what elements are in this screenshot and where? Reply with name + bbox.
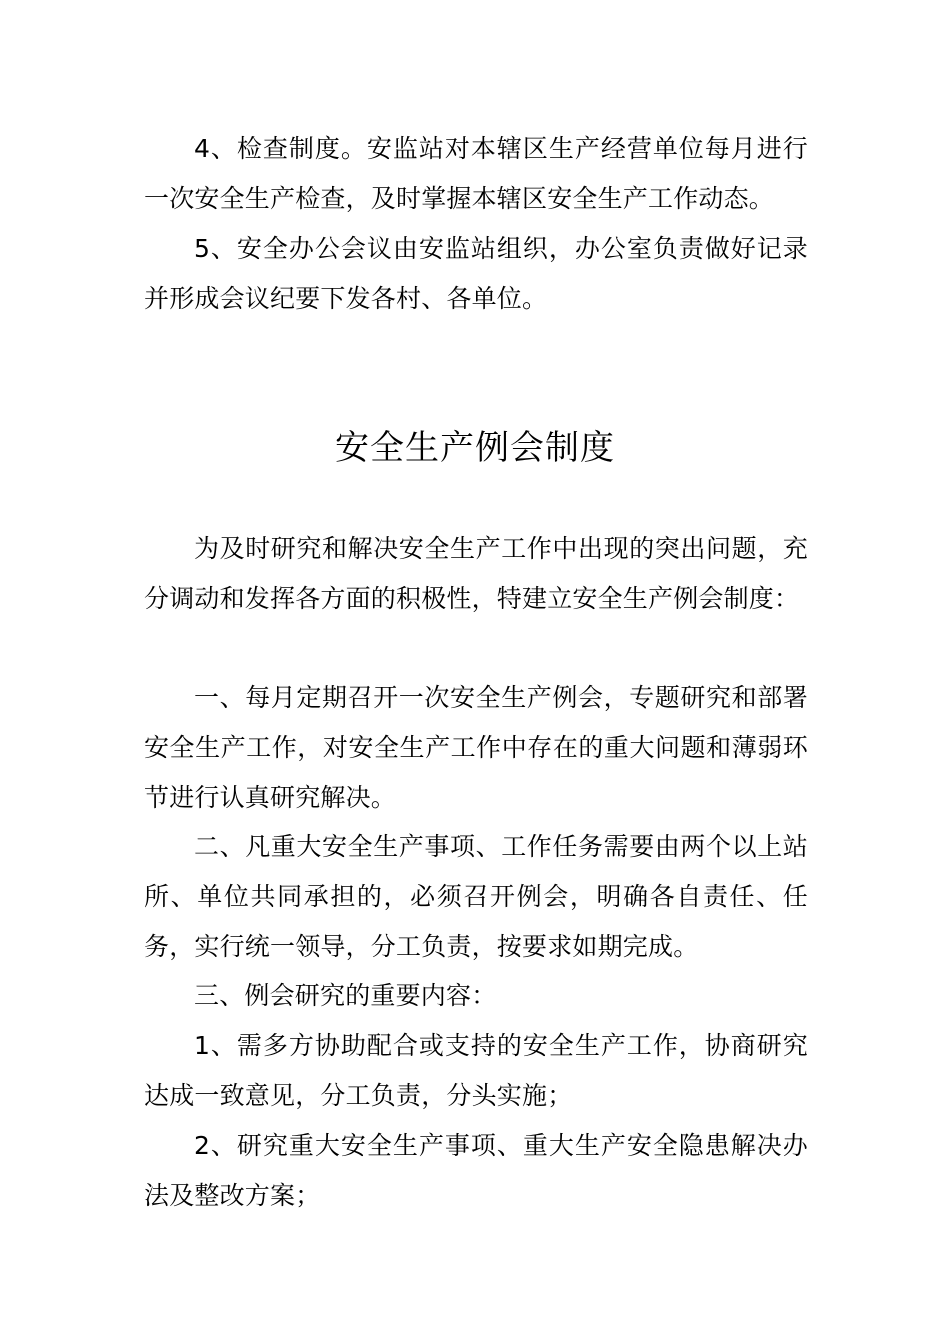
paragraph-clause-3: 三、例会研究的重要内容： [194,981,497,1010]
paragraph-subitem-1: 1、需多方协助配合或支持的安全生产工作，协商研究达成一致意见，分工负责，分头实施； [144,1031,808,1110]
paragraph-clause-1: 一、每月定期召开一次安全生产例会，专题研究和部署安全生产工作，对安全生产工作中存在的重大问题和薄弱环节进行认真研究解决。 [144,683,808,812]
paragraph-intro: 为及时研究和解决安全生产工作中出现的突出问题，充分调动和发挥各方面的积极性，特建立安全生产例会制度： [144,534,808,613]
paragraph-item-4: 4、检查制度。安监站对本辖区生产经营单位每月进行一次安全生产检查，及时掌握本辖区安全生产工作动态。 [144,134,808,213]
paragraph-clause-2: 二、凡重大安全生产事项、工作任务需要由两个以上站所、单位共同承担的，必须召开例会，明确各自责任、任务，实行统一领导，分工负责，按要求如期完成。 [144,832,808,961]
paragraph-item-5: 5、安全办公会议由安监站组织，办公室负责做好记录并形成会议纪要下发各村、各单位。 [144,234,808,313]
paragraph-subitem-2: 2、研究重大安全生产事项、重大生产安全隐患解决办法及整改方案； [144,1131,808,1210]
section-title: 安全生产例会制度 [335,428,615,468]
